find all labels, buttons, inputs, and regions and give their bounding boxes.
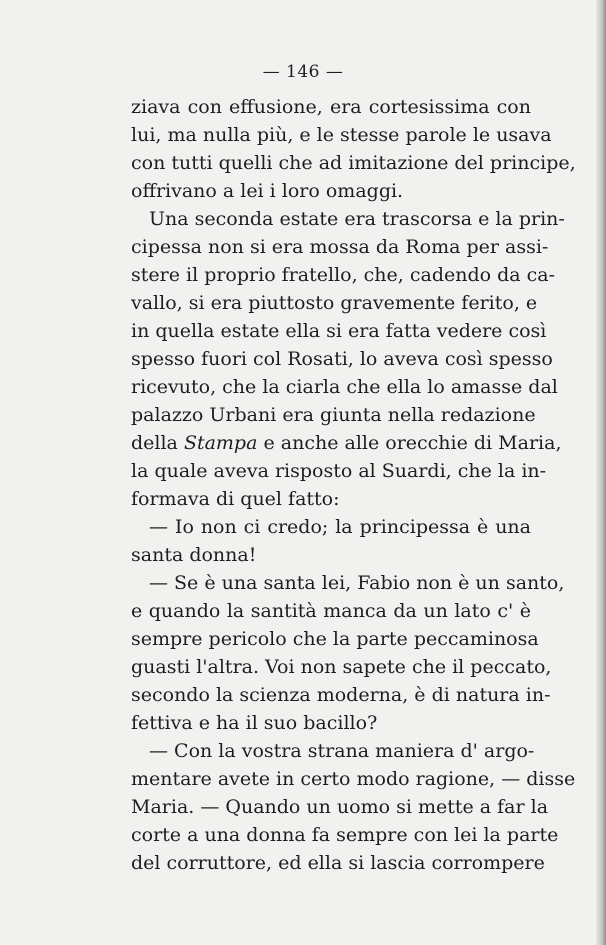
text-line: offrivano a lei i loro omaggi. (131, 180, 404, 202)
text-line: ricevuto, che la ciarla che ella lo amasse dal (131, 376, 558, 398)
paragraph (131, 205, 565, 513)
text-line: — Con la vostra strana maniera d' argo- (149, 740, 535, 762)
text-line: guasti l'altra. Voi non sapete che il peccato, (131, 656, 552, 678)
text-line: vallo, si era piuttosto gravemente ferito, e (131, 292, 538, 314)
text-line: cipessa non si era mossa da Roma per assi- (131, 236, 549, 258)
text-line: mentare avete in certo modo ragione, — disse (131, 768, 576, 790)
text-line: con tutti quelli che ad imitazione del principe, (131, 152, 576, 174)
italic-title: Stampa (183, 432, 258, 454)
text-line: della Stampa e anche alle orecchie di Maria, (131, 432, 562, 454)
text-line: lui, ma nulla più, e le stesse parole le usava (131, 124, 552, 146)
text-line: stere il proprio fratello, che, cadendo da ca- (131, 264, 556, 286)
text-line: spesso fuori col Rosati, lo aveva così spesso (131, 348, 553, 370)
page-number: — 146 — (262, 62, 344, 82)
text-line: Maria. — Quando un uomo si mette a far la (131, 796, 549, 818)
text-line: ziava con effusione, era cortesissima con (131, 96, 531, 118)
text-line: la quale aveva risposto al Suardi, che la in- (131, 460, 547, 482)
text-line: secondo la scienza moderna, è di natura in- (131, 684, 551, 706)
text-line: fettiva e ha il suo bacillo? (131, 712, 378, 734)
text-line: formava di quel fatto: (131, 488, 340, 510)
text-line: in quella estate ella si era fatta vedere così (131, 320, 547, 342)
text-line: e quando la santità manca da un lato c' è (131, 600, 531, 622)
text-line: sempre pericolo che la parte peccaminosa (131, 628, 539, 650)
paragraph (131, 569, 565, 737)
text-line: santa donna! (131, 544, 257, 566)
text-line: — Io non ci credo; la principessa è una (149, 516, 531, 538)
text-body (131, 93, 576, 877)
paragraph (131, 513, 531, 569)
paragraph (131, 93, 576, 205)
text-line: corte a una donna fa sempre con lei la parte (131, 824, 559, 846)
text-line: — Se è una santa lei, Fabio non è un santo, (149, 572, 565, 594)
text-line: Una seconda estate era trascorsa e la prin- (149, 208, 565, 230)
text-line: del corruttore, ed ella si lascia corrompere (131, 852, 545, 874)
text-line: palazzo Urbani era giunta nella redazione (131, 404, 536, 426)
page-edge (596, 0, 606, 945)
paragraph (131, 737, 576, 877)
